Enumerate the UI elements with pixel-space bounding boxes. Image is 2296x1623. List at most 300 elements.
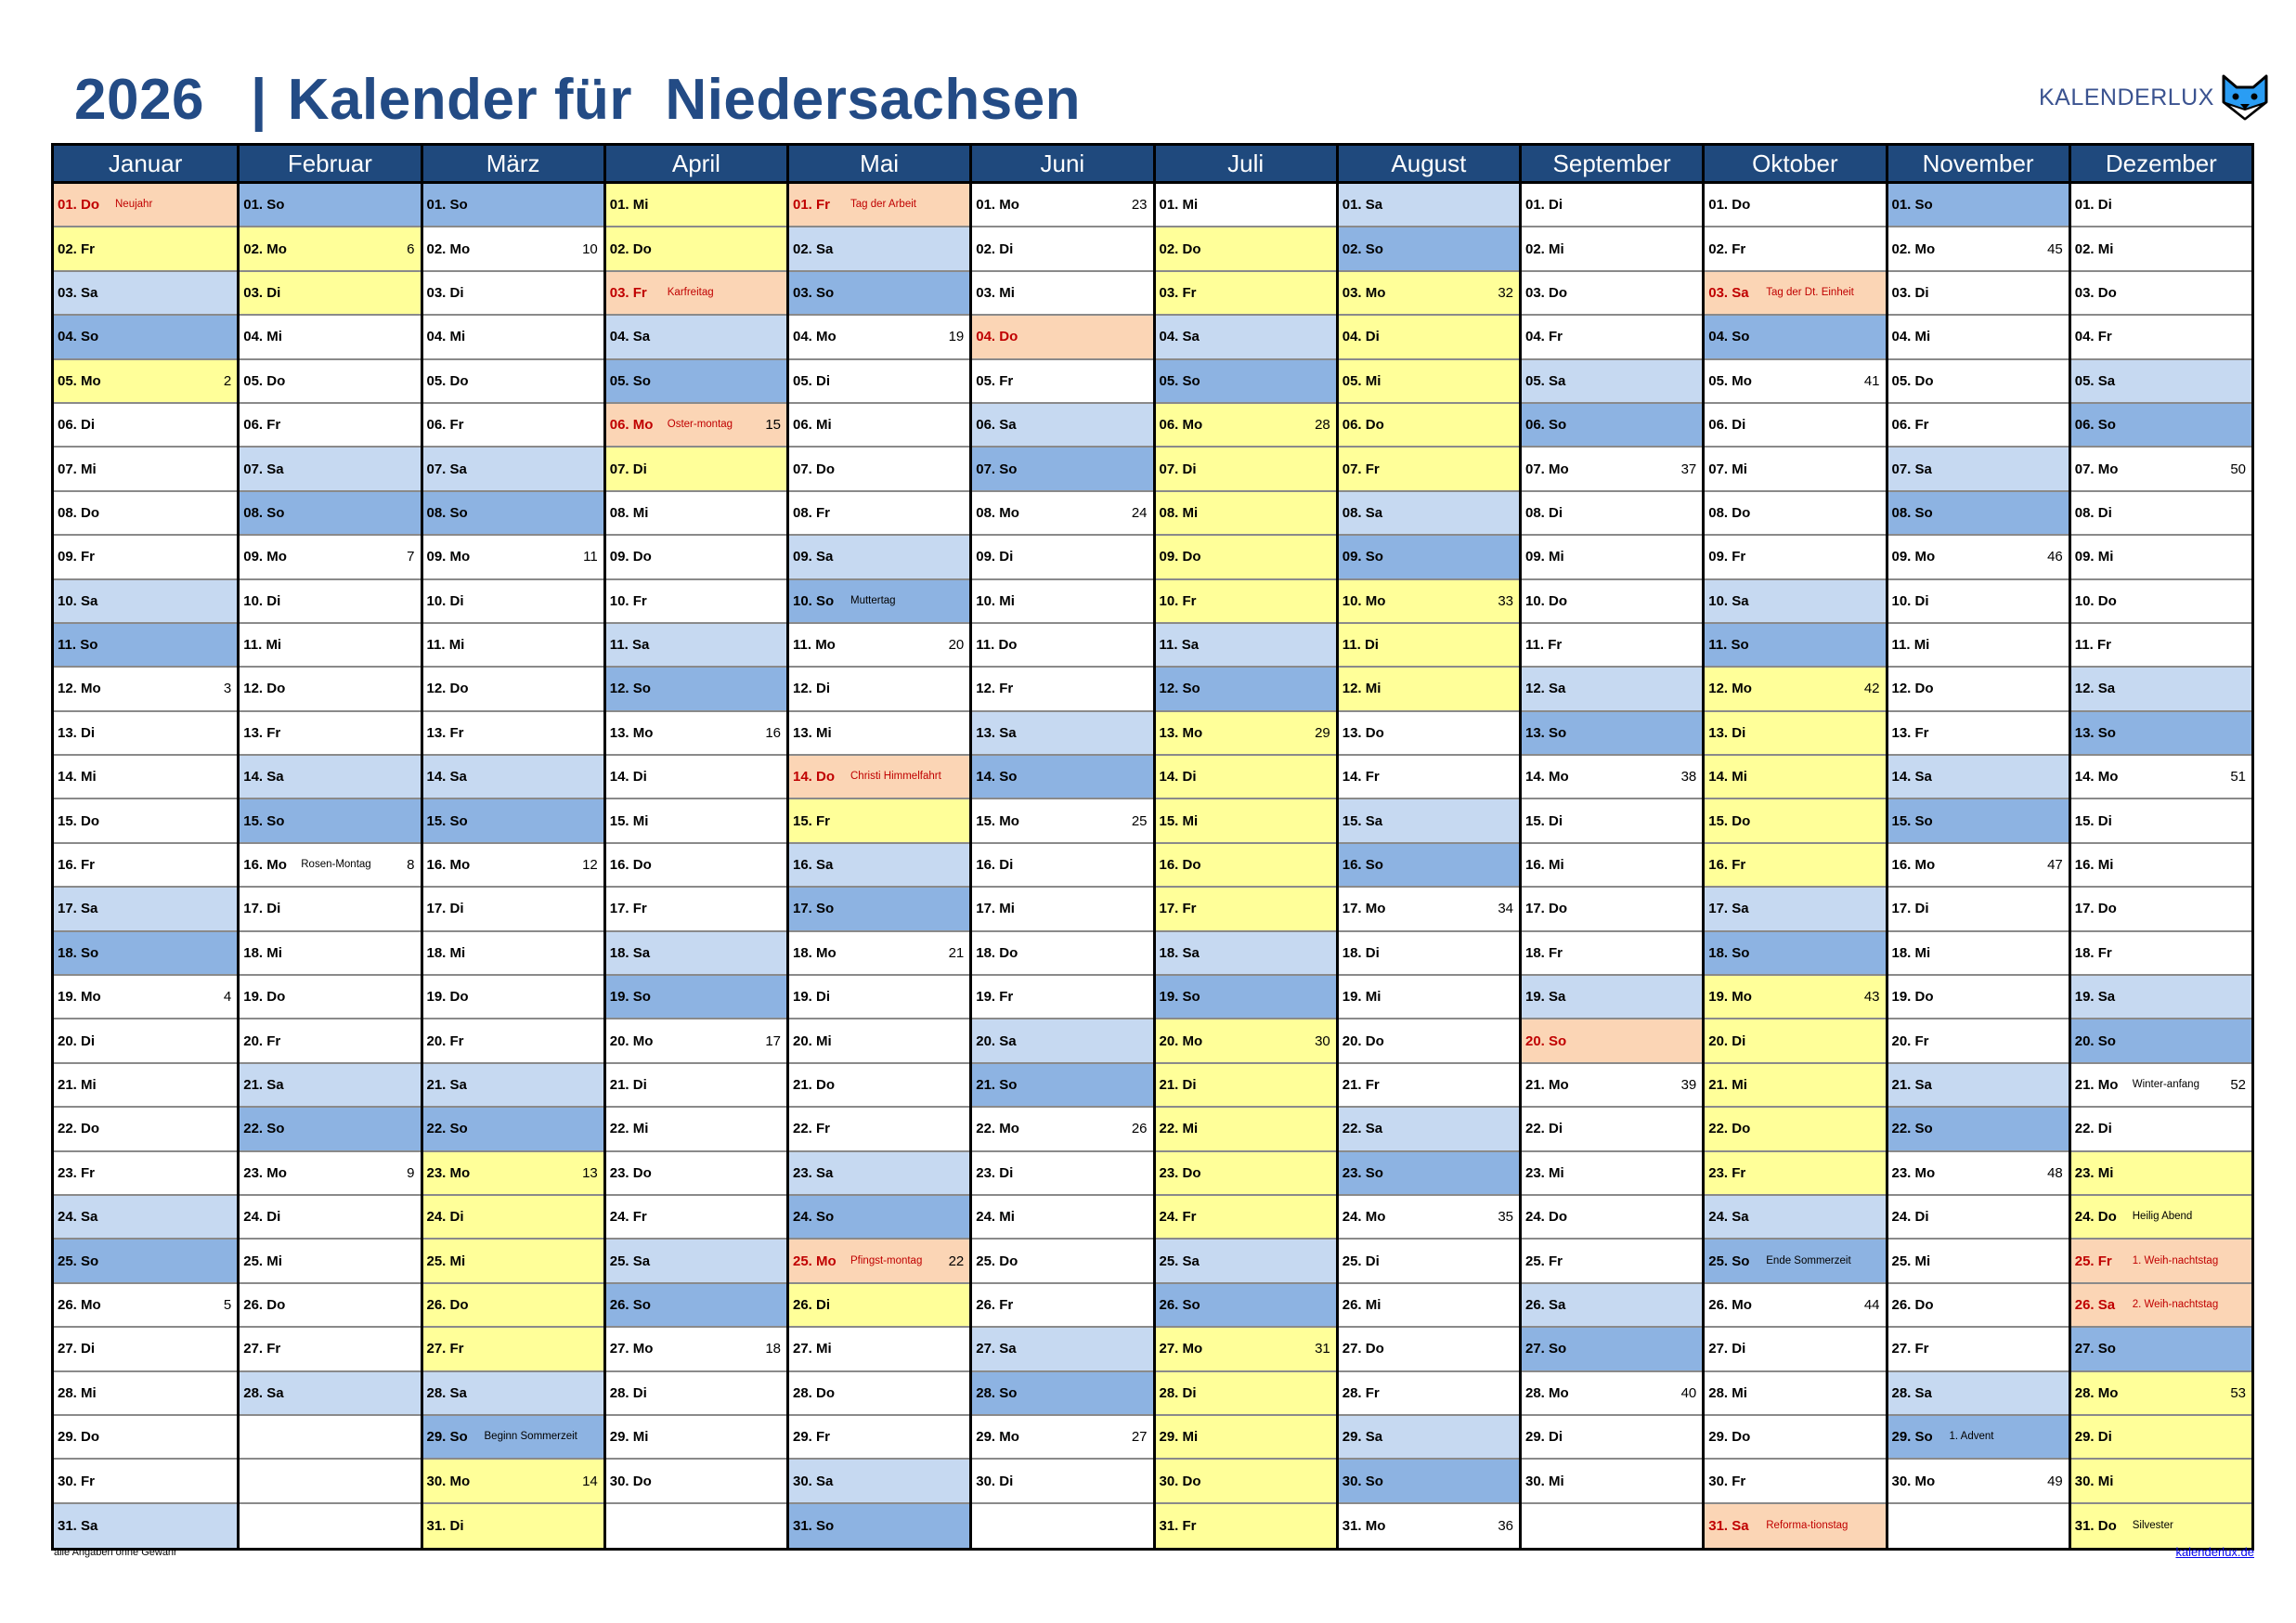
day-cell (1888, 1108, 2069, 1151)
day-cell (2071, 1108, 2251, 1151)
week-number: 25 (1131, 812, 1148, 829)
day-cell (789, 1328, 969, 1371)
day-cell (972, 844, 1152, 888)
day-label: 13. Fr (243, 724, 281, 741)
day-label: 07. Mo (2074, 461, 2119, 477)
day-cell (1888, 976, 2069, 1019)
day-cell (789, 1152, 969, 1196)
day-cell (1522, 1196, 1702, 1240)
day-label: 26. Do (1891, 1296, 1934, 1313)
day-label: 30. Mo (1891, 1473, 1936, 1489)
day-label: 06. Do (1342, 417, 1384, 434)
day-label: 17. Do (2074, 901, 2117, 917)
holiday-name: Christi Himmelfahrt (850, 771, 941, 783)
week-number: 18 (765, 1341, 781, 1357)
day-cell (2071, 448, 2251, 491)
day-label: 12. Mo (58, 681, 101, 697)
day-label: 08. Di (1525, 504, 1563, 521)
week-number: 41 (1863, 372, 1880, 389)
day-cell (789, 360, 969, 404)
day-label: 22. Sa (1342, 1121, 1383, 1137)
day-label: 10. Do (2074, 592, 2117, 609)
day-label: 11. Fr (2074, 637, 2111, 654)
day-label: 20. Fr (426, 1032, 464, 1049)
day-label: 21. Di (1159, 1077, 1197, 1093)
day-label: 11. Sa (609, 637, 650, 654)
day-label: 24. Di (426, 1209, 464, 1226)
day-cell (1339, 712, 1519, 756)
day-cell (54, 1152, 237, 1196)
day-cell (1522, 272, 1702, 316)
day-label: 15. Sa (1342, 812, 1383, 829)
day-label: 10. Mi (976, 592, 1015, 609)
day-cell (1156, 624, 1336, 668)
day-cell (606, 756, 786, 799)
day-cell (2071, 1372, 2251, 1416)
day-cell (1705, 1152, 1885, 1196)
day-cell (606, 844, 786, 888)
week-number: 36 (1498, 1517, 1513, 1534)
day-label: 16. Do (609, 857, 652, 874)
day-cell (2071, 184, 2251, 227)
month-column-juni (969, 146, 1152, 1548)
day-label: 08. Di (2074, 504, 2112, 521)
day-cell (423, 712, 603, 756)
day-cell (606, 976, 786, 1019)
day-cell (1888, 844, 2069, 888)
day-label: 03. Di (1891, 284, 1929, 301)
day-label: 23. Do (609, 1164, 652, 1181)
day-cell (1705, 888, 1885, 931)
day-label: 20. Sa (976, 1032, 1017, 1049)
day-cell (1522, 360, 1702, 404)
day-label: 06. Mo (609, 417, 654, 434)
week-number: 30 (1315, 1032, 1330, 1049)
day-cell (54, 1372, 237, 1416)
day-cell (789, 799, 969, 843)
day-label: 09. So (1342, 549, 1383, 565)
day-label: 17. Sa (58, 901, 98, 917)
day-label: 02. So (1342, 240, 1383, 257)
day-cell (423, 1328, 603, 1371)
day-label: 21. Mi (1708, 1077, 1747, 1093)
day-label: 18. Do (976, 944, 1018, 961)
week-number: 52 (2230, 1077, 2246, 1093)
day-cell (789, 1284, 969, 1328)
day-label: 21. Sa (426, 1077, 467, 1093)
day-label: 07. Sa (1891, 461, 1932, 477)
day-cell (606, 1108, 786, 1151)
day-cell (54, 624, 237, 668)
day-label: 14. Mo (2074, 769, 2119, 786)
day-label: 02. Sa (793, 240, 834, 257)
day-label: 13. Di (1708, 724, 1746, 741)
day-label: 20. Do (1342, 1032, 1384, 1049)
day-label: 30. Di (976, 1473, 1014, 1489)
day-label: 13. Do (1342, 724, 1384, 741)
day-cell (972, 1152, 1152, 1196)
day-label: 19. Sa (2074, 989, 2116, 1006)
day-cell (789, 448, 969, 491)
day-label: 26. So (609, 1296, 651, 1313)
day-cell (1705, 316, 1885, 359)
day-label: 02. Mi (1525, 240, 1564, 257)
week-number: 19 (948, 329, 965, 345)
day-cell (789, 536, 969, 579)
day-label: 10. Di (1891, 592, 1929, 609)
day-label: 12. Di (793, 681, 831, 697)
day-note: Rosen-Montag (301, 859, 371, 871)
day-label: 22. Fr (793, 1121, 831, 1137)
day-label: 30. So (1342, 1473, 1383, 1489)
day-cell (1522, 1372, 1702, 1416)
day-label: 19. Do (426, 989, 469, 1006)
day-label: 06. Fr (1891, 417, 1929, 434)
day-cell (54, 1196, 237, 1240)
day-cell (1705, 536, 1885, 579)
week-number: 12 (582, 857, 598, 874)
day-label: 26. Di (793, 1296, 831, 1313)
day-label: 21. So (976, 1077, 1018, 1093)
day-cell (54, 580, 237, 624)
day-label: 01. Fr (793, 197, 831, 214)
day-cell (423, 976, 603, 1019)
week-number: 50 (2230, 461, 2246, 477)
day-cell (240, 448, 420, 491)
week-number: 49 (2047, 1473, 2063, 1489)
day-label: 07. Mi (1708, 461, 1747, 477)
day-cell (606, 1240, 786, 1283)
day-label: 04. Mi (1891, 329, 1931, 345)
day-cell (1339, 536, 1519, 579)
day-cell (423, 1460, 603, 1503)
day-label: 10. So (793, 592, 835, 609)
week-number: 10 (582, 240, 598, 257)
day-label: 14. Di (609, 769, 647, 786)
day-label: 07. Di (1159, 461, 1197, 477)
day-cell (1705, 492, 1885, 536)
week-number: 24 (1131, 504, 1148, 521)
day-cell (1339, 227, 1519, 271)
day-cell (1156, 1328, 1336, 1371)
month-column-oktober (1702, 146, 1885, 1548)
day-cell (54, 1328, 237, 1371)
empty-cell (1888, 1504, 2069, 1548)
week-number: 53 (2230, 1384, 2246, 1401)
day-label: 20. Mi (793, 1032, 832, 1049)
day-label: 12. Mi (1342, 681, 1381, 697)
day-label: 26. Mo (58, 1296, 101, 1313)
day-cell (423, 316, 603, 359)
day-label: 06. Fr (426, 417, 464, 434)
holiday-name: Neujahr (115, 199, 153, 211)
disclaimer: alle Angaben ohne Gewähr (54, 1547, 177, 1558)
day-cell (423, 1504, 603, 1548)
day-cell (1339, 668, 1519, 711)
day-cell (240, 272, 420, 316)
day-cell (1888, 1328, 2069, 1371)
day-label: 16. Di (976, 857, 1014, 874)
day-cell (1339, 1019, 1519, 1063)
day-label: 03. Do (2074, 284, 2117, 301)
day-cell (1705, 227, 1885, 271)
day-cell (1522, 844, 1702, 888)
day-label: 30. Do (1159, 1473, 1201, 1489)
day-cell (54, 1284, 237, 1328)
day-label: 23. Di (976, 1164, 1014, 1181)
day-label: 27. So (1525, 1341, 1567, 1357)
day-label: 19. So (609, 989, 651, 1006)
month-header: September (1522, 146, 1702, 184)
day-cell (1339, 184, 1519, 227)
day-cell (606, 712, 786, 756)
day-cell (1888, 1019, 2069, 1063)
day-label: 05. Do (426, 372, 469, 389)
day-note: 1. Advent (1949, 1431, 1994, 1443)
day-label: 10. Sa (58, 592, 98, 609)
week-number: 8 (407, 857, 415, 874)
day-cell (789, 227, 969, 271)
day-cell (2071, 316, 2251, 359)
day-cell (1156, 1284, 1336, 1328)
day-cell (1705, 1019, 1885, 1063)
day-cell (1888, 712, 2069, 756)
day-label: 10. Di (243, 592, 281, 609)
day-cell (1522, 1284, 1702, 1328)
day-cell (2071, 624, 2251, 668)
day-cell (1705, 1416, 1885, 1460)
day-label: 03. Fr (1159, 284, 1197, 301)
day-note: Beginn Sommerzeit (484, 1431, 577, 1443)
month-column-november (1886, 146, 2069, 1548)
day-label: 22. Do (58, 1121, 100, 1137)
day-label: 14. Mi (58, 769, 97, 786)
day-cell (423, 1019, 603, 1063)
day-label: 30. Sa (793, 1473, 834, 1489)
day-label: 14. So (976, 769, 1018, 786)
day-cell (1339, 360, 1519, 404)
day-cell (972, 1064, 1152, 1108)
day-cell (972, 536, 1152, 579)
day-cell (240, 1284, 420, 1328)
day-label: 13. Mi (793, 724, 832, 741)
day-label: 12. Sa (2074, 681, 2116, 697)
day-label: 17. Do (1525, 901, 1568, 917)
day-label: 08. Do (1708, 504, 1751, 521)
day-label: 08. Do (58, 504, 100, 521)
website-link[interactable]: kalenderlux.de (2175, 1545, 2254, 1559)
month-column-september (1519, 146, 1702, 1548)
day-label: 22. So (243, 1121, 285, 1137)
day-cell (1156, 712, 1336, 756)
day-cell (1522, 756, 1702, 799)
day-cell (1156, 1240, 1336, 1283)
day-cell (1888, 1064, 2069, 1108)
day-cell (54, 1108, 237, 1151)
day-cell (972, 580, 1152, 624)
day-cell (2071, 1504, 2251, 1548)
day-label: 14. Mo (1525, 769, 1569, 786)
week-number: 44 (1863, 1296, 1880, 1313)
day-cell (972, 976, 1152, 1019)
month-column-mai (786, 146, 969, 1548)
day-cell (1888, 184, 2069, 227)
day-label: 27. Fr (1891, 1341, 1929, 1357)
day-label: 03. Di (426, 284, 464, 301)
day-cell (240, 316, 420, 359)
day-label: 18. Mo (793, 944, 837, 961)
day-label: 26. Do (426, 1296, 469, 1313)
day-cell (423, 756, 603, 799)
day-cell (1705, 976, 1885, 1019)
day-cell (240, 227, 420, 271)
day-label: 29. Di (1525, 1429, 1563, 1446)
day-cell (240, 932, 420, 976)
day-label: 04. Mi (243, 329, 282, 345)
week-number: 40 (1680, 1384, 1697, 1401)
day-label: 25. Fr (2074, 1253, 2112, 1269)
day-cell (1339, 1460, 1519, 1503)
day-cell (789, 272, 969, 316)
week-number: 7 (407, 549, 415, 565)
week-number: 51 (2230, 769, 2246, 786)
day-label: 29. Fr (793, 1429, 831, 1446)
day-label: 30. Fr (1708, 1473, 1746, 1489)
day-label: 15. So (243, 812, 285, 829)
day-label: 23. Mi (2074, 1164, 2114, 1181)
day-label: 16. Fr (1708, 857, 1746, 874)
day-cell (606, 888, 786, 931)
month-header: Januar (54, 146, 237, 184)
day-label: 12. So (1159, 681, 1200, 697)
empty-cell (606, 1504, 786, 1548)
day-label: 16. Mo (1891, 857, 1936, 874)
week-number: 48 (2047, 1164, 2063, 1181)
day-cell (1705, 624, 1885, 668)
week-number: 14 (582, 1473, 598, 1489)
day-label: 20. So (2074, 1032, 2116, 1049)
day-label: 18. So (1708, 944, 1750, 961)
day-cell (240, 668, 420, 711)
day-cell (1705, 932, 1885, 976)
week-number: 31 (1315, 1341, 1330, 1357)
day-cell (423, 1416, 603, 1460)
day-label: 08. So (426, 504, 468, 521)
week-number: 13 (582, 1164, 598, 1181)
day-cell (1888, 272, 2069, 316)
day-cell (606, 1196, 786, 1240)
day-cell (2071, 492, 2251, 536)
day-label: 23. Mi (1525, 1164, 1564, 1181)
day-label: 29. Di (2074, 1429, 2112, 1446)
day-label: 23. So (1342, 1164, 1383, 1181)
day-label: 10. Fr (1159, 592, 1197, 609)
day-label: 24. Sa (58, 1209, 98, 1226)
day-cell (789, 756, 969, 799)
day-label: 21. Mo (2074, 1077, 2119, 1093)
day-label: 04. Mo (793, 329, 837, 345)
day-label: 30. Mi (1525, 1473, 1564, 1489)
day-label: 15. Di (2074, 812, 2112, 829)
day-label: 27. So (2074, 1341, 2116, 1357)
day-cell (423, 668, 603, 711)
day-cell (1339, 448, 1519, 491)
day-cell (972, 1196, 1152, 1240)
day-cell (1705, 580, 1885, 624)
day-label: 22. Do (1708, 1121, 1751, 1137)
day-label: 18. Mi (426, 944, 466, 961)
day-cell (1888, 227, 2069, 271)
day-label: 29. Do (1708, 1429, 1751, 1446)
day-label: 06. Mo (1159, 417, 1203, 434)
day-label: 09. Mo (243, 549, 287, 565)
day-cell (1156, 272, 1336, 316)
empty-cell (240, 1416, 420, 1460)
day-cell (972, 1372, 1152, 1416)
day-cell (1339, 799, 1519, 843)
day-cell (972, 1416, 1152, 1460)
day-cell (972, 492, 1152, 536)
month-header: Juni (972, 146, 1152, 184)
day-label: 24. Fr (1159, 1209, 1197, 1226)
day-label: 22. Mi (1159, 1121, 1199, 1137)
day-cell (240, 1108, 420, 1151)
day-cell (1156, 316, 1336, 359)
day-label: 13. So (1525, 724, 1567, 741)
day-label: 31. Sa (58, 1517, 98, 1534)
day-cell (1156, 492, 1336, 536)
holiday-name: Oster-montag (667, 419, 733, 431)
day-cell (606, 316, 786, 359)
day-label: 20. Di (1708, 1032, 1746, 1049)
day-label: 15. Mo (976, 812, 1019, 829)
day-cell (54, 360, 237, 404)
day-cell (240, 1196, 420, 1240)
day-label: 10. Do (1525, 592, 1568, 609)
day-cell (789, 492, 969, 536)
day-label: 19. Mo (58, 989, 101, 1006)
day-cell (1156, 1460, 1336, 1503)
day-cell (1522, 1328, 1702, 1371)
day-label: 05. Di (793, 372, 831, 389)
day-label: 14. Fr (1342, 769, 1380, 786)
day-label: 26. So (1159, 1296, 1200, 1313)
day-label: 24. So (793, 1209, 835, 1226)
day-label: 05. Do (1891, 372, 1934, 389)
day-cell (240, 1019, 420, 1063)
day-cell (606, 184, 786, 227)
day-cell (1156, 888, 1336, 931)
day-label: 09. Mi (1525, 549, 1564, 565)
day-label: 14. Do (793, 769, 836, 786)
day-label: 18. So (58, 944, 99, 961)
day-cell (972, 316, 1152, 359)
day-label: 19. Mi (1342, 989, 1381, 1006)
day-label: 31. Fr (1159, 1517, 1197, 1534)
day-label: 04. So (58, 329, 99, 345)
day-cell (606, 536, 786, 579)
day-label: 07. Mi (58, 461, 97, 477)
day-label: 19. Di (793, 989, 831, 1006)
day-cell (54, 888, 237, 931)
day-label: 17. Di (426, 901, 464, 917)
day-label: 22. So (426, 1121, 468, 1137)
day-cell (2071, 1460, 2251, 1503)
day-cell (1156, 448, 1336, 491)
day-cell (1156, 360, 1336, 404)
day-cell (1156, 580, 1336, 624)
day-cell (789, 624, 969, 668)
